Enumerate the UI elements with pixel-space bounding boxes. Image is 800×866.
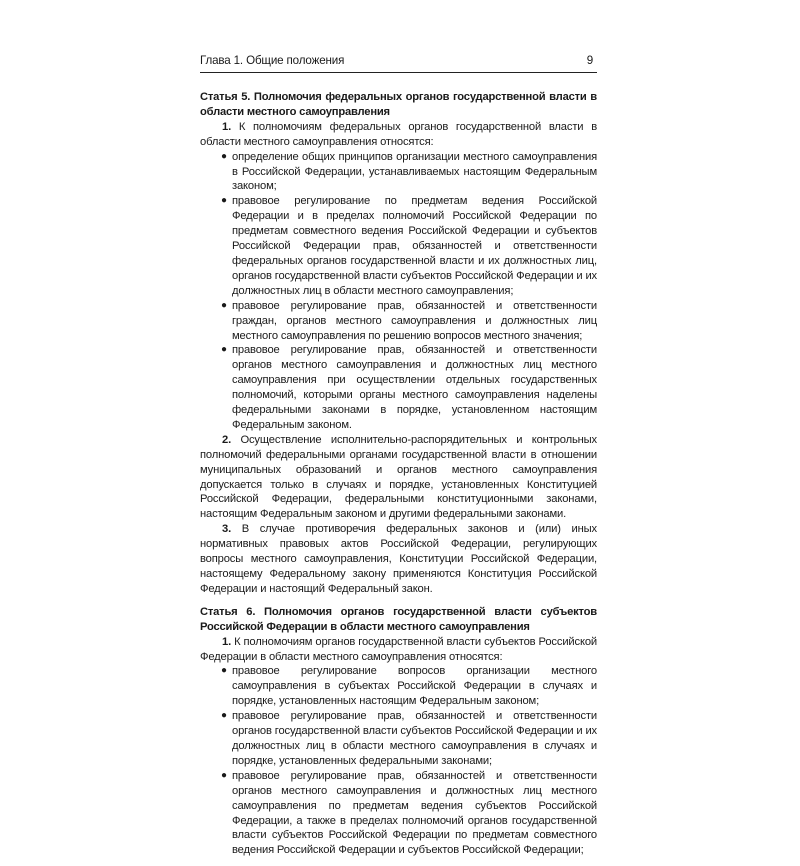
- bullet-list: [200, 150, 597, 433]
- bullet-icon: ●: [221, 769, 227, 781]
- article-paragraph: [200, 433, 597, 522]
- list-item-text: правовое регулирование прав, обязанностей и ответственности органов местного самоуправления и должностных лиц местного самоуправления по предметам ведения субъектов Российской Федерации, а также в пределах полномочий органов государственной власти субъектов Российской Федерации по предметам совместного ведения Российской Федерации и субъектов Российской Федерации;: [232, 769, 597, 857]
- article-title: Статья 5. Полномочия федеральных органов государственной власти в области местного самоуправления: [200, 91, 597, 118]
- list-item-text: правовое регулирование вопросов организации местного самоуправления в субъектах Российской Федерации в случаях и порядке, установленных настоящим Федеральным законом;: [232, 665, 597, 708]
- bullet-icon: ●: [221, 344, 227, 356]
- article-paragraph: [200, 635, 597, 665]
- bullet-icon: ●: [221, 665, 227, 677]
- list-item-text: правовое регулирование по предметам ведения Российской Федерации и в пределах полномочий Российской Федерации по предметам совместного ведения Российской Федерации и субъектов Российской Федерации прав, обязанностей и ответственности федеральных органов государственной власти и их должностных лиц, органов государственной власти субъектов Российской Федерации и их должностных лиц в области местного самоуправления;: [232, 195, 597, 297]
- bullet-list: [200, 664, 597, 858]
- paragraph-number: 2.: [222, 433, 232, 446]
- paragraph-number: 1.: [222, 635, 232, 648]
- bullet-icon: ●: [221, 195, 227, 207]
- list-item-text: правовое регулирование прав, обязанностей и ответственности граждан, органов местного самоуправления и должностных лиц местного самоуправления по решению вопросов местного значения;: [232, 299, 597, 342]
- article: [200, 605, 597, 858]
- list-item: [221, 343, 597, 432]
- article: [200, 90, 597, 597]
- paragraph-number: 1.: [222, 120, 232, 133]
- article-paragraph: [200, 522, 597, 597]
- list-item-text: правовое регулирование прав, обязанностей и ответственности органов местного самоуправления и должностных лиц местного самоуправления при осуществлении отдельных государственных полномочий, которыми органы местного самоуправления наделены федеральными законами в порядке, установленном настоящим Федеральным законом.: [232, 344, 597, 431]
- paragraph-number: 3.: [222, 523, 232, 536]
- bullet-icon: ●: [221, 299, 227, 311]
- paragraph-text: В случае противоречия федеральных законов и (или) иных нормативных правовых актов Российской Федерации, регулирующих вопросы местного самоуправления, Конституции Российской Федерации, настоящему Федеральному закону применяются Конституция Российской Федерации и настоящий Федеральный закон.: [200, 523, 597, 595]
- chapter-title: Глава 1. Общие положения: [200, 54, 345, 67]
- article-paragraph: [200, 120, 597, 150]
- book-page: [200, 54, 597, 866]
- paragraph-text: К полномочиям органов государственной власти субъектов Российской Федерации в области местного самоуправления относятся:: [200, 635, 597, 663]
- list-item: [221, 299, 597, 344]
- list-item: [221, 664, 597, 709]
- list-item-text: правовое регулирование прав, обязанностей и ответственности органов государственной власти субъектов Российской Федерации и их должностных лиц в области местного самоуправления в случаях и порядке, установленных федеральными законами;: [232, 710, 597, 767]
- bullet-icon: ●: [221, 710, 227, 722]
- list-item: [221, 194, 597, 298]
- page-number: 9: [586, 54, 593, 67]
- articles-container: [200, 90, 597, 858]
- article-title: Статья 6. Полномочия органов государственной власти субъектов Российской Федерации в области местного самоуправления: [200, 605, 597, 633]
- list-item: [221, 150, 597, 195]
- running-header: [200, 54, 597, 73]
- bullet-icon: ●: [221, 150, 227, 162]
- paragraph-text: К полномочиям федеральных органов государственной власти в области местного самоуправления относятся:: [200, 120, 597, 148]
- list-item-text: определение общих принципов организации местного самоуправления в Российской Федерации, устанавливаемых настоящим Федеральным законом;: [232, 150, 597, 193]
- list-item: [221, 769, 597, 858]
- list-item: [221, 709, 597, 769]
- paragraph-text: Осуществление исполнительно-распорядительных и контрольных полномочий федеральными органами государственной власти в отношении муниципальных образований и органов местного самоуправления допускается только в случаях и порядке, установленных Конституцией Российской Федерации, федеральными конституционными законами, настоящим Федеральным законом и другими федеральными законами.: [200, 433, 597, 521]
